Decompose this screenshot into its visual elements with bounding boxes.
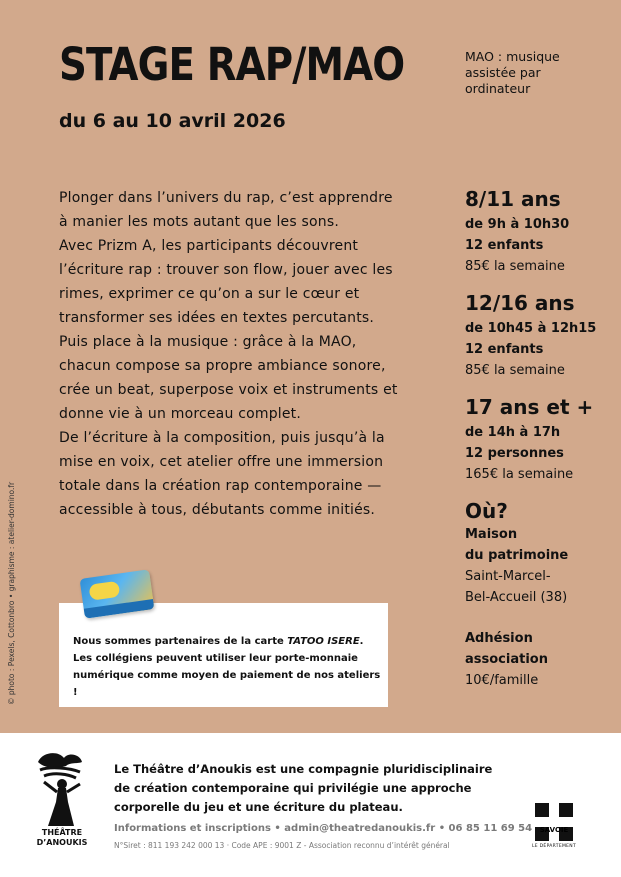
session-age: 17 ans et + — [465, 395, 594, 419]
theatre-logo — [30, 748, 94, 848]
logo-label-line: THÉÂTRE — [41, 828, 83, 837]
partner-text-start: Nous sommes partenaires de la carte — [73, 636, 288, 647]
stage-dates: du 6 au 10 avril 2026 — [59, 110, 286, 132]
company-description: Le Théâtre d’Anoukis est une compagnie pluridisciplinaire de création contemporaine qui privilégie une approche corporelle du jeu et une écriture du plateau. — [114, 762, 493, 814]
membership-price: 10€/famille — [465, 673, 539, 688]
description-paragraph: Avec Prizm A, les participants découvrent l’écriture rap : trouver son flow, jouer avec les rimes, exprimer ce qu’on a sur le cœur et transformer ses idées en textes percutants. — [59, 238, 393, 326]
partner-box — [59, 603, 388, 707]
savoie-sublabel: LE DÉPARTEMENT — [531, 844, 577, 849]
location-title: Où? — [465, 499, 508, 523]
partner-card-name: TATOO ISERE — [287, 636, 360, 647]
description-paragraph: Plonger dans l’univers du rap, c’est apprendre à manier les mots autant que les sons. — [59, 190, 393, 230]
page-title: STAGE RAP/MAO — [59, 38, 405, 91]
session-price: 165€ la semaine — [465, 467, 574, 482]
location-town: Saint-Marcel- — [465, 569, 551, 584]
legal-info: N°Siret : 811 193 242 000 13 · Code APE : 9001 Z - Association reconnu d’intérêt général — [114, 841, 450, 850]
savoie-cross-icon — [535, 803, 573, 841]
session-block-8-11 — [465, 186, 615, 277]
session-capacity: 12 enfants — [465, 238, 544, 253]
session-time: de 14h à 17h — [465, 425, 561, 440]
description-paragraph: De l’écriture à la composition, puis jusqu’à la mise en voix, cet atelier offre une immersion totale dans la création rap contemporaine — accessible à tous, débutants comme initiés. — [59, 430, 385, 518]
session-price: 85€ la semaine — [465, 259, 565, 274]
tatoo-logo-icon — [88, 581, 120, 601]
membership-label: association — [465, 652, 548, 667]
savoie-logo — [526, 800, 582, 852]
session-block-17-plus — [465, 394, 615, 485]
photo-credit: © photo : Pexels, Cottonbro • graphisme : atelier-domino.fr — [7, 481, 16, 705]
session-time: de 10h45 à 12h15 — [465, 321, 597, 336]
sessions-column — [465, 186, 615, 691]
description-text — [59, 186, 399, 522]
location-venue: du patrimoine — [465, 548, 569, 563]
session-capacity: 12 personnes — [465, 446, 564, 461]
dancer-figure-icon — [30, 748, 94, 828]
location-venue: Maison — [465, 527, 518, 542]
session-age: 8/11 ans — [465, 187, 561, 211]
session-capacity: 12 enfants — [465, 342, 544, 357]
session-block-12-16 — [465, 290, 615, 381]
savoie-label: SAVOIE — [539, 826, 569, 834]
contact-info: Informations et inscriptions • admin@theatredanoukis.fr • 06 85 11 69 54 — [114, 823, 533, 834]
description-paragraph: Puis place à la musique : grâce à la MAO, chacun compose sa propre ambiance sonore, crée un beat, superpose voix et instruments et donne vie à un morceau complet. — [59, 334, 398, 422]
partner-text-end: . Les collégiens peuvent utiliser leur porte-monnaie numérique comme moyen de paiement de nos ateliers ! — [73, 636, 381, 698]
partner-text — [73, 633, 385, 701]
session-price: 85€ la semaine — [465, 363, 565, 378]
membership-label: Adhésion — [465, 631, 533, 646]
location-town: Bel-Accueil (38) — [465, 590, 568, 605]
theatre-logo-label — [30, 828, 94, 848]
mao-note: MAO : musique assistée par ordinateur — [465, 49, 560, 96]
session-time: de 9h à 10h30 — [465, 217, 570, 232]
logo-label-line: D’ANOUKIS — [36, 838, 88, 847]
session-age: 12/16 ans — [465, 291, 575, 315]
spacer — [465, 608, 615, 628]
